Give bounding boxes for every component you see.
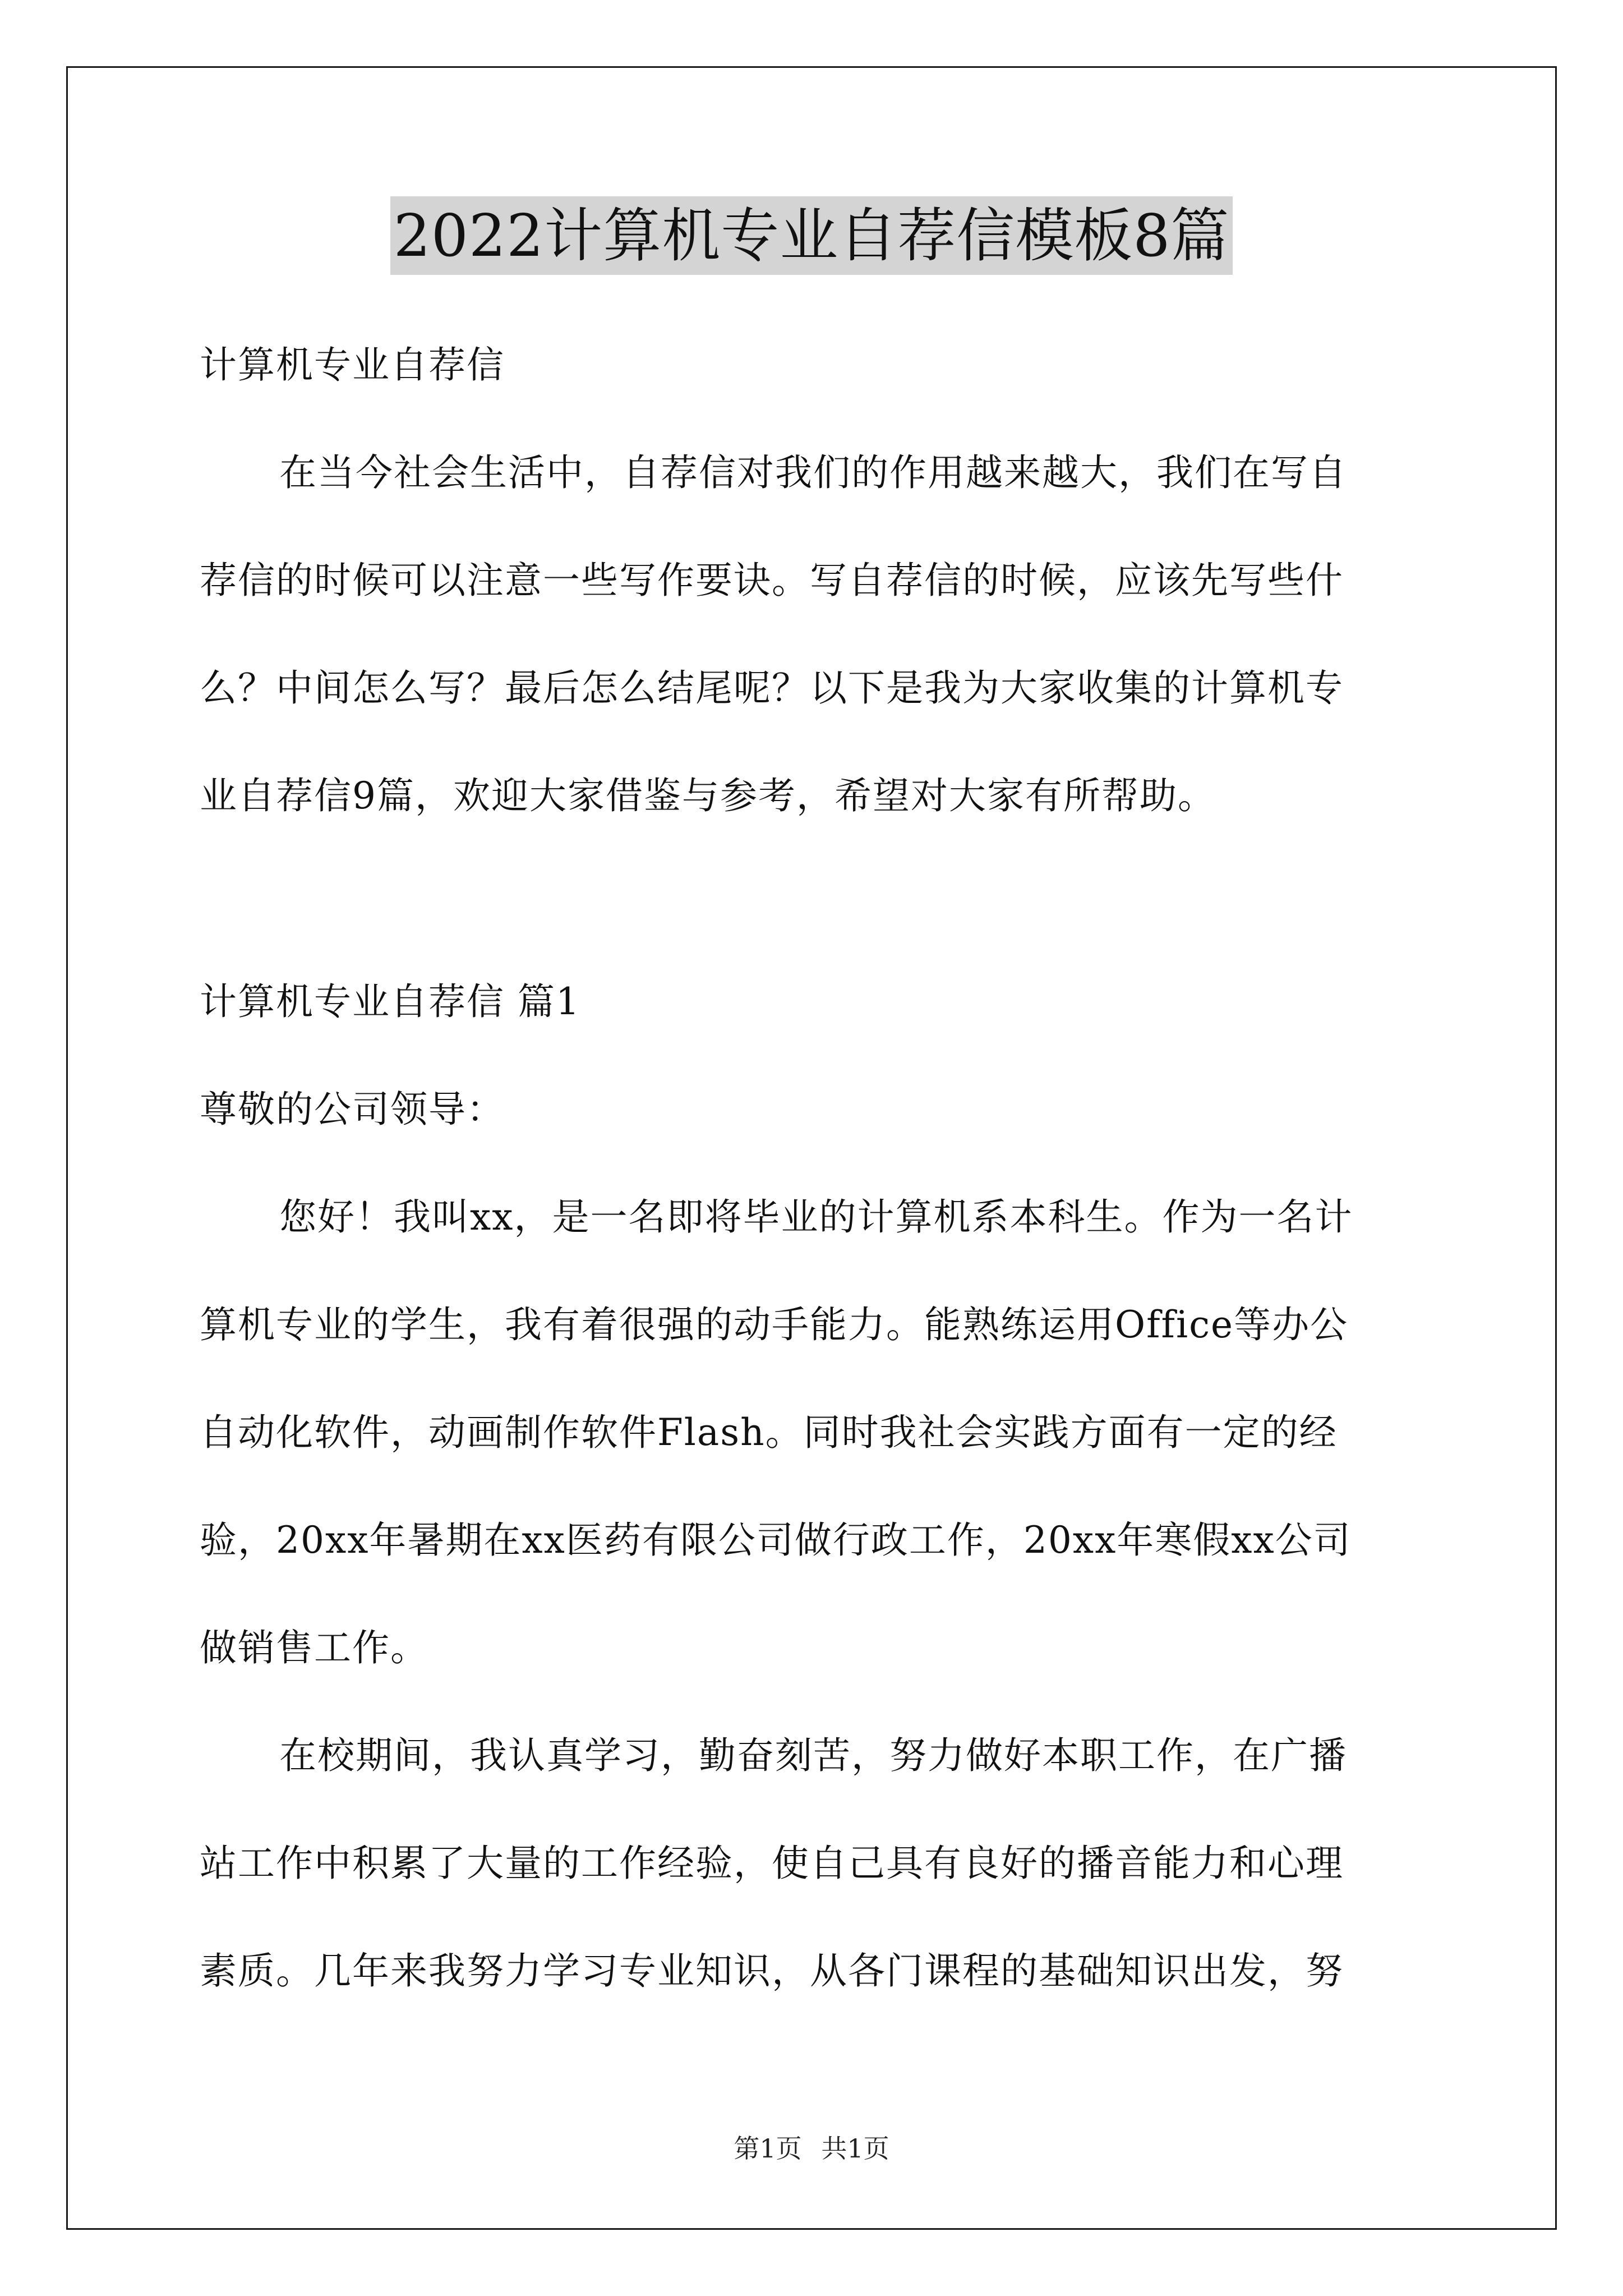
intro-line: 业自荐信9篇，欢迎大家借鉴与参考，希望对大家有所帮助。 (200, 774, 1216, 817)
section-heading: 计算机专业自荐信 篇1 (200, 980, 580, 1023)
salutation: 尊敬的公司领导： (200, 1088, 505, 1131)
intro-line: 在当今社会生活中，自荐信对我们的作用越来越大，我们在写自 (279, 451, 1347, 494)
paragraph2-line: 素质。几年来我努力学习专业知识，从各门课程的基础知识出发，努 (200, 1949, 1344, 1993)
paragraph1-line: 自动化软件，动画制作软件Flash。同时我社会实践方面有一定的经 (200, 1411, 1338, 1454)
paragraph1-line: 验，20xx年暑期在xx医药有限公司做行政工作，20xx年寒假xx公司 (200, 1519, 1352, 1562)
title-wrap (0, 196, 1623, 275)
paragraph2-line: 在校期间，我认真学习，勤奋刻苦，努力做好本职工作，在广播 (279, 1734, 1347, 1777)
paragraph1-line: 您好！我叫xx，是一名即将毕业的计算机系本科生。作为一名计 (279, 1195, 1353, 1239)
intro-heading: 计算机专业自荐信 (200, 343, 505, 386)
document-body (200, 311, 1433, 2025)
paragraph1-line: 做销售工作。 (200, 1626, 428, 1669)
intro-line: 么？中间怎么写？最后怎么结尾呢？以下是我为大家收集的计算机专 (200, 666, 1344, 710)
page-number: 第1页 (734, 2133, 802, 2164)
page-total: 共1页 (821, 2133, 889, 2164)
paragraph1-line: 算机专业的学生，我有着很强的动手能力。能熟练运用Office等办公 (200, 1303, 1349, 1346)
intro-line: 荐信的时候可以注意一些写作要诀。写自荐信的时候，应该先写些什 (200, 559, 1344, 602)
document-title: 2022计算机专业自荐信模板8篇 (390, 196, 1233, 275)
section-gap (200, 850, 1433, 948)
paragraph2-line: 站工作中积累了大量的工作经验，使自己具有良好的播音能力和心理 (200, 1842, 1344, 1885)
page-footer (0, 2132, 1623, 2165)
